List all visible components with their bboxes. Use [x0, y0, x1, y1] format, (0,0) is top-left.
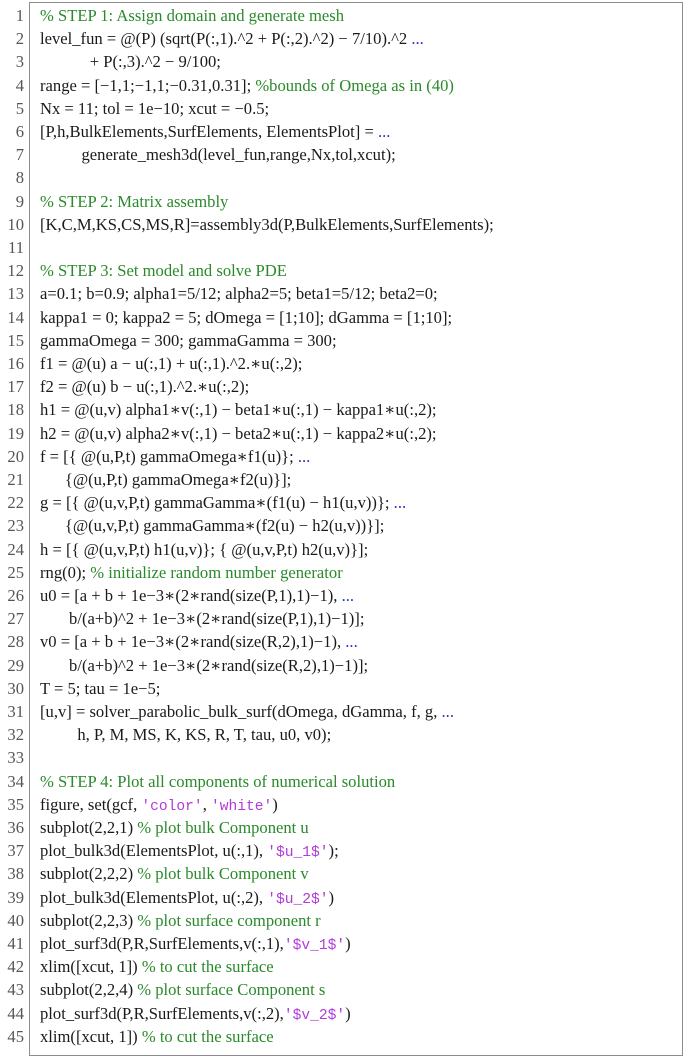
- code-line: [0, 375, 685, 398]
- line-number: 25: [7, 562, 24, 582]
- code-line: [0, 422, 685, 445]
- code-line: [0, 816, 685, 839]
- code-token: T = 5; tau = 1e−5;: [40, 678, 161, 698]
- line-number: 23: [7, 516, 24, 536]
- line-number: 33: [7, 748, 24, 768]
- code-line: [0, 886, 685, 909]
- code-text: [40, 677, 160, 700]
- code-line: [0, 538, 685, 561]
- line-continuation: ...: [441, 702, 454, 721]
- line-number: 13: [7, 284, 24, 304]
- line-number: 11: [8, 238, 24, 257]
- code-token: plot_bulk3d(ElementsPlot, u(:,2),: [40, 887, 268, 907]
- code-token: subplot(2,2,3): [40, 910, 138, 930]
- code-text: [40, 584, 354, 607]
- code-line: [0, 445, 685, 468]
- code-text: [40, 538, 368, 561]
- line-number: 44: [7, 1003, 24, 1023]
- code-line: [0, 282, 685, 305]
- code-text: [40, 561, 343, 584]
- code-token: ,: [202, 794, 211, 814]
- code-line: [0, 862, 685, 885]
- line-number: 9: [15, 191, 24, 211]
- line-continuation: ...: [377, 122, 391, 141]
- line-number: 40: [7, 910, 24, 930]
- code-comment: % STEP 1: Assign domain and generate mesh: [40, 6, 345, 25]
- code-line: [0, 839, 685, 862]
- line-continuation: ...: [411, 29, 424, 49]
- code-token: subplot(2,2,4): [40, 980, 138, 1000]
- line-number: 37: [7, 841, 24, 861]
- code-comment: % plot surface component r: [137, 910, 321, 930]
- line-number: 27: [7, 609, 24, 629]
- code-line: [0, 1002, 685, 1025]
- line-number: 42: [7, 957, 24, 977]
- line-number: 35: [7, 794, 24, 814]
- code-token: h1 = @(u,v) alpha1∗v(:,1) − beta1∗u(:,1) − kappa1∗u(:,2);: [40, 400, 437, 420]
- code-text: [40, 978, 325, 1001]
- code-token: {@(u,P,t) gammaOmega∗f2(u)}];: [40, 470, 292, 489]
- code-text: [40, 190, 228, 213]
- code-line: [0, 306, 685, 329]
- code-comment: % to cut the surface: [141, 1026, 274, 1046]
- code-text: [40, 1025, 274, 1048]
- code-comment: % to cut the surface: [141, 957, 274, 977]
- code-token: range = [−1,1;−1,1;−0.31,0.31];: [40, 75, 256, 95]
- code-text: [40, 793, 278, 819]
- code-token: ): [345, 1003, 351, 1023]
- line-number: 28: [7, 632, 24, 652]
- code-line: [0, 654, 685, 677]
- line-continuation: ...: [297, 446, 311, 466]
- line-number: 38: [7, 864, 24, 884]
- line-number: 36: [7, 818, 24, 837]
- code-text: [40, 514, 384, 537]
- line-number: 10: [7, 214, 24, 234]
- code-token: level_fun = @(P) (sqrt(P(:,1).^2 + P(:,2).^2) − 7/10).^2: [40, 29, 412, 49]
- code-text: [40, 50, 221, 73]
- code-token: + P(:,3).^2 − 9/100;: [40, 52, 221, 72]
- string-literal: '$u_1$': [267, 845, 329, 862]
- code-token: );: [328, 841, 339, 861]
- code-token: f2 = @(u) b − u(:,1).^2.∗u(:,2);: [40, 377, 250, 397]
- code-line: [0, 213, 685, 236]
- line-number: 43: [7, 980, 24, 1000]
- code-token: u0 = [a + b + 1e−3∗(2∗rand(size(P,1),1)−1),: [40, 586, 342, 605]
- string-literal: '$u_2$': [267, 891, 329, 908]
- code-line: [0, 259, 685, 282]
- line-number: 12: [7, 261, 24, 281]
- code-line: [0, 978, 685, 1001]
- code-line: [0, 677, 685, 700]
- code-text: [40, 97, 269, 120]
- code-comment: % STEP 2: Matrix assembly: [40, 191, 229, 211]
- code-token: figure, set(gcf,: [40, 794, 142, 814]
- code-token: plot_bulk3d(ElementsPlot, u(:,1),: [40, 841, 268, 861]
- line-continuation: ...: [393, 493, 407, 513]
- string-literal: '$v_1$': [283, 938, 346, 954]
- code-text: [40, 74, 454, 97]
- line-continuation: ...: [341, 586, 355, 605]
- code-text: [40, 213, 494, 236]
- code-text: [40, 839, 339, 865]
- code-token: f1 = @(u) a − u(:,1) + u(:,1).^2.∗u(:,2);: [40, 354, 303, 373]
- code-line: [0, 607, 685, 630]
- code-text: [40, 143, 396, 166]
- code-line: [0, 1025, 685, 1048]
- line-number: 15: [7, 330, 24, 350]
- code-text: [40, 259, 287, 282]
- code-token: [u,v] = solver_parabolic_bulk_surf(dOmega, dGamma, f, g,: [40, 702, 442, 721]
- code-line: [0, 723, 685, 746]
- code-text: [40, 352, 302, 375]
- line-number: 8: [15, 168, 24, 188]
- line-number: 41: [7, 934, 24, 953]
- line-number: 17: [7, 377, 24, 397]
- code-token: g = [{ @(u,v,P,t) gammaGamma∗(f1(u) − h1(u,v))};: [40, 493, 394, 513]
- line-number: 4: [15, 75, 24, 95]
- code-token: ): [272, 794, 278, 814]
- code-line: [0, 27, 685, 50]
- code-text: [40, 723, 331, 746]
- code-line: [0, 770, 685, 793]
- line-number: 20: [7, 446, 24, 466]
- line-number: 1: [15, 6, 24, 25]
- line-number: 45: [7, 1026, 24, 1046]
- code-token: ): [345, 934, 351, 953]
- code-token: subplot(2,2,2): [40, 864, 138, 884]
- code-text: [40, 955, 274, 978]
- code-line: [0, 329, 685, 352]
- code-line: [0, 74, 685, 97]
- line-number: 30: [7, 678, 24, 698]
- code-token: plot_surf3d(P,R,SurfElements,v(:,1),: [40, 934, 284, 953]
- line-number: 31: [7, 702, 24, 721]
- line-number: 3: [15, 52, 24, 72]
- code-line: [0, 166, 685, 189]
- code-line: [0, 97, 685, 120]
- code-token: b/(a+b)^2 + 1e−3∗(2∗rand(size(R,2),1)−1)];: [40, 655, 369, 675]
- code-token: gammaOmega = 300; gammaGamma = 300;: [40, 330, 337, 350]
- line-continuation: ...: [345, 632, 358, 652]
- code-comment: % plot surface Component s: [137, 980, 326, 1000]
- code-token: plot_surf3d(P,R,SurfElements,v(:,2),: [40, 1003, 284, 1023]
- line-number: 21: [7, 470, 24, 489]
- code-line: [0, 468, 685, 491]
- code-token: [P,h,BulkElements,SurfElements, ElementsPlot] =: [40, 122, 378, 141]
- code-comment: % STEP 3: Set model and solve PDE: [40, 261, 287, 281]
- code-text: [40, 1002, 351, 1028]
- line-number: 34: [7, 771, 24, 791]
- code-line: [0, 398, 685, 421]
- code-text: [40, 886, 334, 912]
- code-text: [40, 445, 310, 468]
- code-comment: % plot bulk Component u: [137, 818, 309, 837]
- code-text: [40, 282, 438, 305]
- code-token: kappa1 = 0; kappa2 = 5; dOmega = [1;10]; dGamma = [1;10];: [40, 307, 453, 327]
- code-comment: %bounds of Omega as in (40): [255, 75, 454, 95]
- line-number: 19: [7, 423, 24, 443]
- code-token: h, P, M, MS, K, KS, R, T, tau, u0, v0);: [40, 725, 332, 745]
- code-line: [0, 746, 685, 769]
- code-token: rng(0);: [40, 562, 91, 582]
- code-text: [40, 27, 424, 50]
- code-token: generate_mesh3d(level_fun,range,Nx,tol,xcut);: [40, 145, 396, 165]
- line-number: 26: [7, 586, 24, 605]
- code-text: [40, 700, 454, 723]
- line-number: 39: [7, 887, 24, 907]
- line-number: 24: [7, 539, 24, 559]
- code-token: a=0.1; b=0.9; alpha1=5/12; alpha2=5; beta1=5/12; beta2=0;: [40, 284, 438, 304]
- code-text: [40, 398, 437, 421]
- line-number: 16: [7, 354, 24, 373]
- string-literal: '$v_2$': [283, 1007, 346, 1024]
- code-comment: % initialize random number generator: [90, 562, 343, 582]
- code-token: xlim([xcut, 1]): [40, 1026, 142, 1046]
- code-line: [0, 120, 685, 143]
- code-line: [0, 932, 685, 955]
- code-text: [40, 468, 291, 491]
- line-number: 29: [7, 655, 24, 675]
- line-number: 2: [15, 29, 24, 49]
- code-text: [40, 654, 368, 677]
- code-token: {@(u,v,P,t) gammaGamma∗(f2(u) − h2(u,v))}];: [40, 516, 385, 536]
- line-number: 5: [15, 98, 24, 118]
- code-line: [0, 700, 685, 723]
- code-text: [40, 4, 344, 27]
- code-token: b/(a+b)^2 + 1e−3∗(2∗rand(size(P,1),1)−1)];: [40, 609, 365, 629]
- code-text: [40, 375, 249, 398]
- code-text: [40, 932, 351, 958]
- code-text: [40, 120, 390, 143]
- code-text: [40, 306, 452, 329]
- code-comment: % STEP 4: Plot all components of numerical solution: [40, 771, 396, 791]
- line-number: 7: [15, 145, 24, 165]
- code-text: [40, 491, 406, 514]
- code-text: [40, 862, 309, 885]
- code-token: Nx = 11; tol = 1e−10; xcut = −0.5;: [40, 98, 270, 118]
- code-line: [0, 793, 685, 816]
- code-line: [0, 236, 685, 259]
- line-number: 14: [7, 307, 24, 327]
- code-token: ): [328, 887, 335, 907]
- code-line: [0, 909, 685, 932]
- code-line: [0, 352, 685, 375]
- code-line: [0, 143, 685, 166]
- code-token: xlim([xcut, 1]): [40, 957, 142, 977]
- code-token: f = [{ @(u,P,t) gammaOmega∗f1(u)};: [40, 446, 298, 466]
- code-line: [0, 630, 685, 653]
- code-line: [0, 4, 685, 27]
- code-line: [0, 955, 685, 978]
- code-line: [0, 561, 685, 584]
- code-text: [40, 422, 437, 445]
- code-token: [K,C,M,KS,CS,MS,R]=assembly3d(P,BulkElements,SurfElements);: [40, 214, 494, 234]
- code-line: [0, 514, 685, 537]
- code-token: v0 = [a + b + 1e−3∗(2∗rand(size(R,2),1)−1),: [40, 632, 346, 652]
- code-line: [0, 584, 685, 607]
- line-number: 18: [7, 400, 24, 420]
- code-text: [40, 607, 364, 630]
- code-text: [40, 909, 321, 932]
- code-token: subplot(2,2,1): [40, 818, 138, 837]
- code-token: h = [{ @(u,v,P,t) h1(u,v)}; { @(u,v,P,t) h2(u,v)}];: [40, 539, 369, 559]
- string-literal: 'white': [210, 798, 273, 815]
- code-text: [40, 770, 395, 793]
- line-number: 32: [7, 725, 24, 745]
- code-comment: % plot bulk Component v: [137, 864, 309, 884]
- code-text: [40, 816, 309, 839]
- code-text: [40, 630, 358, 653]
- string-literal: 'color': [141, 798, 203, 815]
- code-line: [0, 491, 685, 514]
- code-line: [0, 190, 685, 213]
- code-token: h2 = @(u,v) alpha2∗v(:,1) − beta2∗u(:,1) − kappa2∗u(:,2);: [40, 423, 437, 443]
- line-number: 6: [15, 122, 24, 141]
- code-line: [0, 50, 685, 73]
- code-text: [40, 329, 337, 352]
- line-number: 22: [7, 493, 24, 513]
